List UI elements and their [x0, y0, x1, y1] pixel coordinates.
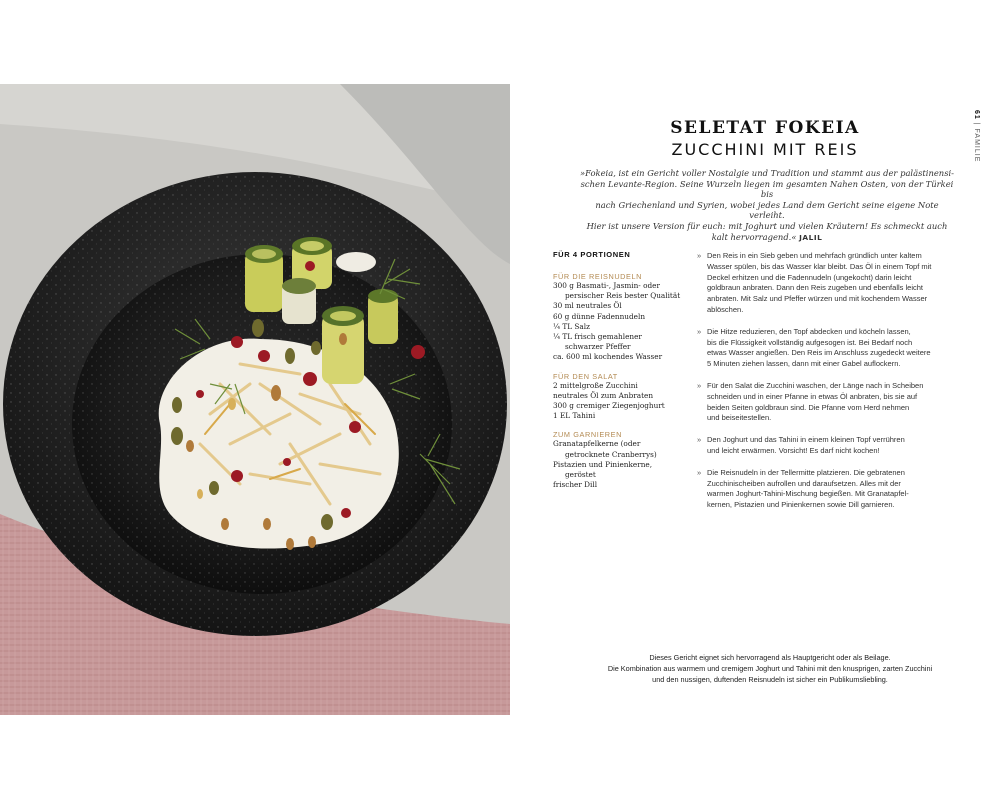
ingredient-item: ca. 600 ml kochendes Wasser	[553, 352, 663, 362]
ingredient-item: Pistazien und Pinienkerne,	[553, 459, 653, 469]
step-line: Wasser spülen, bis das Wasser klar bleibt. Das Öl in einem Topf mit	[707, 261, 932, 271]
ingredient-item: 60 g dünne Fadennudeln	[553, 311, 646, 321]
intro-quote	[578, 168, 956, 243]
step-marker: »	[697, 251, 702, 260]
step-5	[697, 468, 965, 511]
intro-line: nach Griechenland und Syrien, wobei jedes Land dem Gericht seine eigene Note verleiht.	[595, 199, 939, 221]
recipe-title: SELETAT FOKEIA	[670, 118, 860, 138]
step-marker: »	[697, 467, 702, 477]
ingredient-item: ¼ TL frisch gemahlener	[553, 332, 642, 342]
step-line: anbraten. Mit Salz und Pfeffer würzen und mit kochendem Wasser	[707, 294, 928, 304]
step-line: ablöschen.	[707, 304, 744, 314]
ingredient-item: getrocknete Cranberrys)	[565, 449, 657, 459]
section-heading-reisnudeln: FÜR DIE REISNUDELN	[553, 272, 643, 281]
serving-note	[560, 653, 980, 685]
ingredient-item: 30 ml neutrales Öl	[553, 301, 622, 311]
ingredient-item: ¼ TL Salz	[553, 321, 590, 331]
serving-note-line: und den nussigen, duftenden Reisnudeln ist sicher ein Publikumsliebling.	[652, 674, 888, 684]
page-number: 61	[973, 110, 980, 120]
step-line: beiden Seiten goldbraun sind. Die Pfanne vom Herd nehmen	[707, 402, 910, 412]
step-line: Den Reis in ein Sieb geben und mehrfach gründlich unter kaltem	[707, 251, 922, 260]
step-4	[697, 435, 965, 457]
step-line: 5 Minuten ziehen lassen, dann mit einer Gabel auflockern.	[707, 359, 901, 369]
intro-line: schen Levante-Region. Seine Wurzeln liegen im gesamten Nahen Osten, von der Türkei bis	[580, 178, 954, 200]
dish-photo-image	[0, 84, 510, 715]
dish-photo	[0, 84, 510, 715]
ingredient-item: frischer Dill	[553, 480, 598, 490]
ingredient-item: persischer Reis bester Qualität	[565, 291, 681, 301]
step-line: warmen Joghurt-Tahini-Mischung begießen. Mit Granatapfel-	[707, 489, 909, 499]
intro-line: Hier ist unsere Version für euch: mit Joghurt und vielen Kräutern! Es schmeckt auch	[586, 220, 948, 231]
chapter-label: FAMILIE	[973, 128, 980, 163]
intro-line-last	[578, 232, 956, 244]
step-2	[697, 327, 965, 370]
portions: FÜR 4 PORTIONEN	[553, 250, 631, 259]
serving-note-line: Dieses Gericht eignet sich hervorragend als Hauptgericht oder als Beilage.	[649, 653, 891, 662]
chapter-tab: 61 | FAMILIE	[973, 110, 980, 163]
ingredient-item: 300 g cremiger Ziegenjoghurt	[553, 401, 665, 411]
ingredient-item: geröstet	[565, 470, 596, 480]
intro-line: kalt hervorragend.«	[711, 231, 797, 242]
step-line: und leicht erwärmen. Vorsicht! Es darf nicht kochen!	[707, 445, 880, 455]
ingredient-item: neutrales Öl zum Anbraten	[553, 390, 654, 400]
ingredient-item: Granatapfelkerne (oder	[553, 439, 641, 449]
intro-line: »Fokeia, ist ein Gericht voller Nostalgie und Tradition und stammt aus der palästinensi-	[580, 168, 954, 178]
intro-author: JALIL	[799, 232, 823, 242]
section-heading-salat: FÜR DEN SALAT	[553, 371, 618, 381]
serving-note-line: Die Kombination aus warmem und cremigem Joghurt und Tahini mit den knusprigen, zarten Zucchini	[607, 663, 933, 673]
step-line: Den Joghurt und das Tahini in einem kleinen Topf verrühren	[707, 435, 905, 445]
recipe-subtitle: ZUCCHINI MIT REIS	[671, 140, 859, 159]
step-line: und beiseitestellen.	[707, 413, 772, 423]
ingredient-item: 300 g Basmati-, Jasmin- oder	[553, 281, 660, 290]
step-line: schneiden und in einer Pfanne in etwas Öl anbraten, bis sie auf	[707, 391, 918, 401]
step-line: Die Hitze reduzieren, den Topf abdecken und köcheln lassen,	[707, 326, 911, 336]
step-line: Zucchinischeiben aufrollen und daraufsetzen. Alles mit der	[707, 478, 901, 488]
step-marker: »	[697, 380, 702, 390]
step-1	[697, 251, 965, 316]
section-heading-garnieren: ZUM GARNIEREN	[553, 430, 623, 440]
step-line: etwas Wasser angießen. Den Reis im Anschluss zugedeckt weitere	[707, 348, 931, 358]
ingredient-item: schwarzer Pfeffer	[565, 342, 631, 352]
step-line: kernen, Pistazien und Pinienkernen sowie Dill garnieren.	[707, 500, 895, 510]
preparation-steps	[697, 251, 965, 522]
step-3	[697, 381, 965, 424]
ingredients-list	[553, 250, 693, 490]
step-line: Die Reisnudeln in der Tellermitte platzieren. Die gebratenen	[707, 467, 905, 477]
step-marker: »	[697, 435, 702, 445]
step-line: goldbraun anbraten. Dann den Reis zugeben und ebenfalls leicht	[707, 283, 923, 293]
step-line: Deckel erhitzen und die Fadennudeln (ungekocht) darin leicht	[707, 272, 912, 282]
step-marker: »	[697, 326, 702, 336]
ingredient-item: 1 EL Tahini	[553, 411, 596, 421]
step-line: bis die Flüssigkeit vollständig aufgesogen ist. Bei Bedarf noch	[707, 337, 913, 347]
step-line: Für den Salat die Zucchini waschen, der Länge nach in Scheiben	[707, 380, 924, 390]
ingredient-item: 2 mittelgroße Zucchini	[553, 380, 638, 390]
